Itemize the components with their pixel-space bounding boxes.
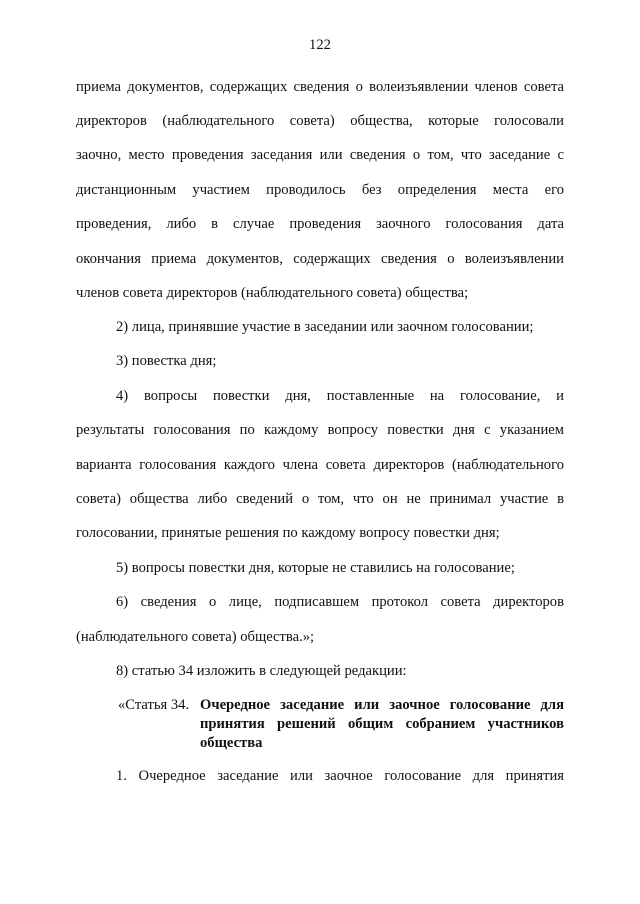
list-item: 8) статью 34 изложить в следующей редакции: [116, 663, 407, 679]
text-line: голосовании, принятые решения по каждому вопросу повестки дня; [76, 525, 500, 541]
list-item: 3) повестка дня; [116, 353, 217, 369]
text-line: совета) общества либо сведений о том, что он не принимал участие в [76, 491, 564, 507]
text-line: (наблюдательного совета) общества.»; [76, 629, 315, 645]
text-line: результаты голосования по каждому вопросу повестки дня с указанием [76, 422, 564, 438]
text-line: проведения, либо в случае проведения заочного голосования дата [76, 216, 564, 232]
article-title-line: принятия решений общим собранием участников [200, 716, 564, 732]
article-title-line: Очередное заседание или заочное голосование для [200, 697, 564, 713]
text-line: приема документов, содержащих сведения о волеизъявлении членов совета [76, 79, 564, 95]
article-title [200, 696, 564, 753]
text-line: заочно, место проведения заседания или сведения о том, что заседание с [76, 147, 564, 163]
text-line: членов совета директоров (наблюдательного совета) общества; [76, 285, 469, 301]
text-line: окончания приема документов, содержащих сведения о волеизъявлении [76, 251, 564, 267]
text-line: дистанционным участием проводилось без определения места его [76, 182, 564, 198]
text-line: директоров (наблюдательного совета) общества, которые голосовали [76, 113, 564, 129]
text-line: варианта голосования каждого члена совета директоров (наблюдательного [76, 457, 564, 473]
article-title-line: общества [200, 735, 263, 751]
page-number: 122 [309, 37, 331, 53]
list-item: 2) лица, принявшие участие в заседании или заочном голосовании; [116, 319, 534, 335]
list-item: 5) вопросы повестки дня, которые не ставились на голосование; [116, 560, 515, 576]
list-item: 6) сведения о лице, подписавшем протокол совета директоров [116, 594, 564, 610]
article-label: «Статья 34. [118, 697, 190, 713]
list-item: 1. Очередное заседание или заочное голосование для принятия [116, 768, 564, 784]
list-item: 4) вопросы повестки дня, поставленные на голосование, и [116, 388, 564, 404]
